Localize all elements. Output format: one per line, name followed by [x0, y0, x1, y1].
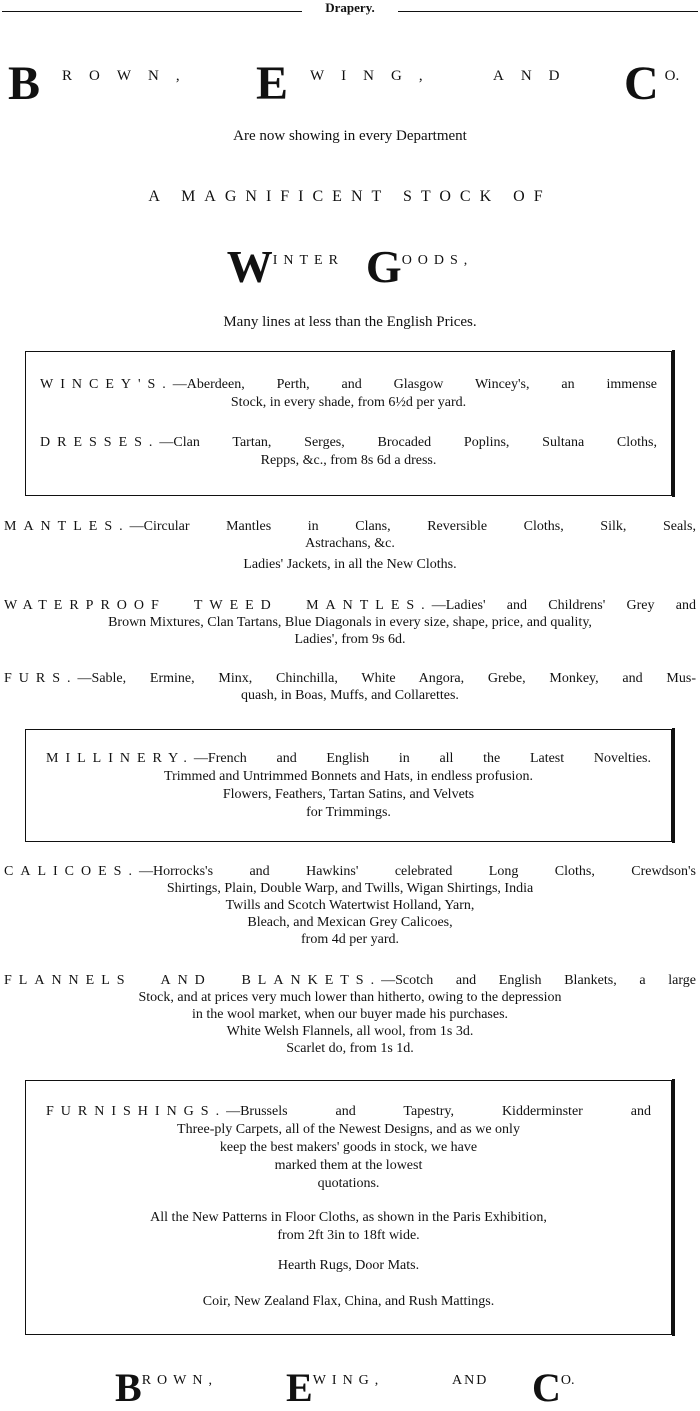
intro-magnificent: A MAGNIFICENT STOCK OF	[148, 188, 552, 205]
mattings-line: Coir, New Zealand Flax, China, and Rush Mattings.	[202, 1294, 495, 1309]
flannels-paragraph: FLANNELS AND BLANKETS.—Scotch and English Blankets, a large Stock, and at prices very much lower than hitherto, owing to the depression in the wool market, when our buyer made his purchases. White Welsh Flannels, all wool, from 1s 3d. Scarlet do, from 1s 1d.	[4, 973, 697, 1056]
footer-word-brown: B ROWN,	[115, 1365, 218, 1410]
box-millinery	[25, 729, 672, 842]
millinery-paragraph: MILLINERY.—French and English in all the Latest Novelties. Trimmed and Untrimmed Bonnets and Hats, in endless profusion. Flowers, Feathers, Tartan Satins, and Velvets for Trimmings.	[46, 751, 651, 820]
box-winceys-dresses	[25, 351, 672, 496]
section-title: Drapery.	[325, 0, 375, 15]
intro-showing: Are now showing in every Department	[233, 128, 467, 144]
footer-word-ewing: E WING,	[286, 1365, 385, 1410]
mantles-paragraph: MANTLES.—Circular Mantles in Clans, Reversible Cloths, Silk, Seals, Astrachans, &c. Ladies' Jackets, in all the New Cloths.	[4, 519, 696, 572]
intro-prices: Many lines at less than the English Prices.	[223, 314, 477, 330]
footer-word-co: C O.	[532, 1365, 575, 1410]
dresses-paragraph: DRESSES.—Clan Tartan, Serges, Brocaded Poplins, Sultana Cloths, Repps, &c., from 8s 6d a dress.	[40, 435, 657, 468]
calicoes-paragraph: CALICOES.—Horrocks's and Hawkins' celebrated Long Cloths, Crewdson's Shirtings, Plain, Double Warp, and Twills, Wigan Shirtings, India Twills and Scotch Watertwist Holland, Yarn, Bleach, and Mexican Grey Calicoes, from 4d per yard.	[4, 864, 696, 947]
footer-word-and: AND	[452, 1373, 489, 1388]
hearth-rugs-line: Hearth Rugs, Door Mats.	[277, 1258, 420, 1273]
firm-name	[0, 58, 700, 108]
firm-word-brown: B ROWN,	[8, 57, 197, 110]
waterproof-paragraph: WATERPROOF TWEED MANTLES.—Ladies' and Childrens' Grey and Brown Mixtures, Clan Tartans, Blue Diagonals in every size, shape, price, and quality, Ladies', from 9s 6d.	[4, 598, 696, 647]
footer-firm-name	[0, 1358, 700, 1408]
floor-cloths-paragraph: All the New Patterns in Floor Cloths, as shown in the Paris Exhibition, from 2ft 3in to 18ft wide.	[150, 1210, 547, 1243]
firm-word-co: C O.	[624, 57, 680, 110]
firm-word-ewing: E WING,	[256, 57, 440, 110]
furnishings-paragraph: FURNISHINGS.—Brussels and Tapestry, Kidderminster and Three-ply Carpets, all of the Newest Designs, and as we only keep the best makers' goods in stock, we have marked them at the lowest quotations.	[46, 1104, 651, 1191]
furs-paragraph: FURS.—Sable, Ermine, Minx, Chinchilla, White Angora, Grebe, Monkey, and Mus- quash, in Boas, Muffs, and Collarettes.	[4, 671, 696, 703]
winceys-paragraph: WINCEY'S.—Aberdeen, Perth, and Glasgow Wincey's, an immense Stock, in every shade, from 6½d per yard.	[40, 377, 657, 410]
header-rule-right	[398, 11, 698, 12]
box-furnishings	[25, 1080, 672, 1335]
winter-goods-heading: W INTER G OODS,	[226, 241, 474, 292]
page-header	[0, 0, 700, 20]
firm-word-and: AND	[493, 68, 577, 84]
